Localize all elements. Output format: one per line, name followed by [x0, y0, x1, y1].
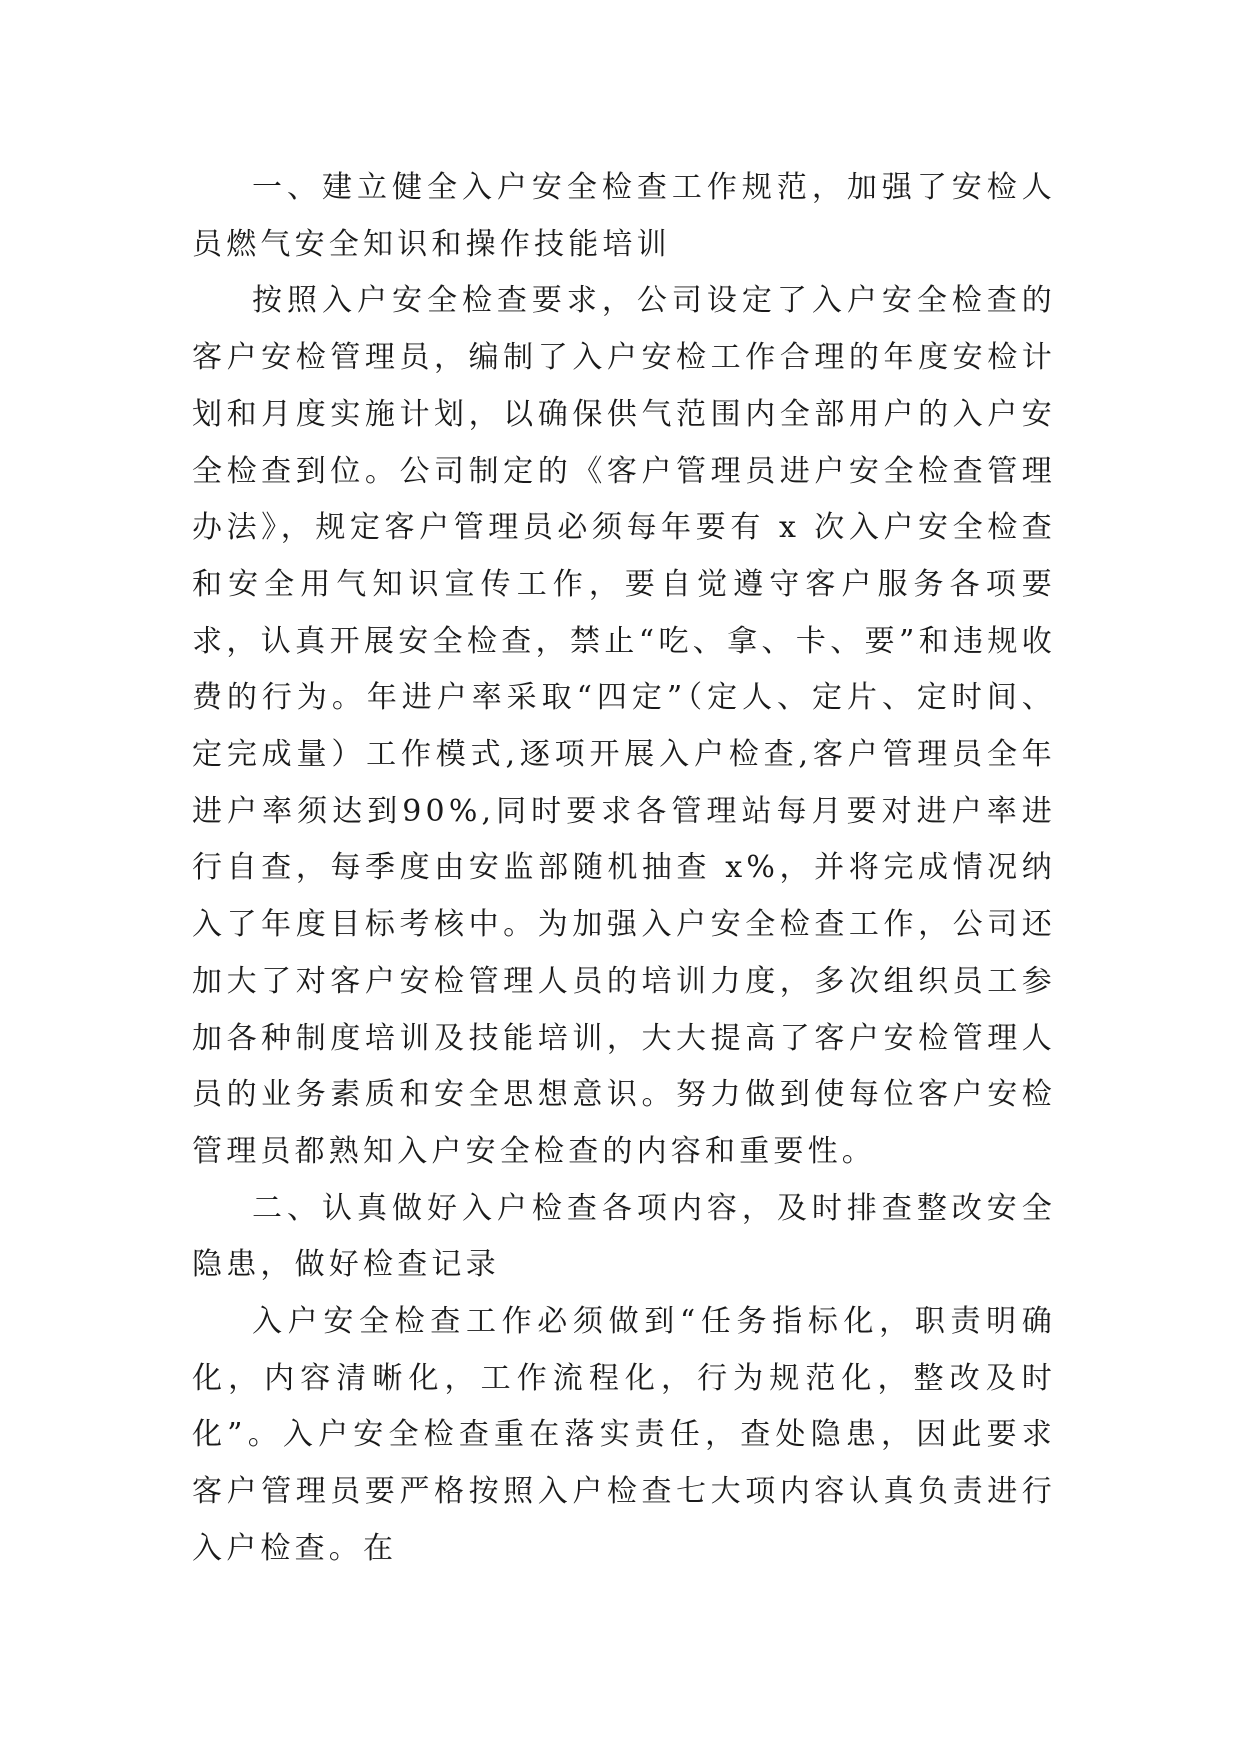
document-body	[192, 160, 1056, 1578]
section-heading-1: 一、建立健全入户安全检查工作规范，加强了安检人员燃气安全知识和操作技能培训	[192, 170, 1056, 262]
body-paragraph-1: 按照入户安全检查要求，公司设定了入户安全检查的客户安检管理员，编制了入户安检工作合理的年度安检计划和月度实施计划，以确保供气范围内全部用户的入户安全检查到位。公司制定的《客户管理员进户安全检查管理办法》，规定客户管理员必须每年要有 x 次入户安全检查和安全用气知识宣传工作，要自觉遵守客户服务各项要求，认真开展安全检查，禁止“吃、拿、卡、要”和违规收费的行为。年进户率采取“四定”（定人、定片、定时间、定完成量）工作模式,逐项开展入户检查,客户管理员全年进户率须达到90%,同时要求各管理站每月要对进户率进行自查，每季度由安监部随机抽查 x%，并将完成情况纳入了年度目标考核中。为加强入户安全检查工作，公司还加大了对客户安检管理人员的培训力度，多次组织员工参加各种制度培训及技能培训，大大提高了客户安检管理人员的业务素质和安全思想意识。努力做到使每位客户安检管理员都熟知入户安全检查的内容和重要性。	[192, 283, 1056, 1169]
section-heading-2: 二、认真做好入户检查各项内容，及时排查整改安全隐患，做好检查记录	[192, 1190, 1056, 1283]
body-paragraph-2: 入户安全检查工作必须做到“任务指标化，职责明确化，内容清晰化，工作流程化，行为规范化，整改及时化”。入户安全检查重在落实责任，查处隐患，因此要求客户管理员要严格按照入户检查七大项内容认真负责进行入户检查。在	[192, 1304, 1056, 1566]
